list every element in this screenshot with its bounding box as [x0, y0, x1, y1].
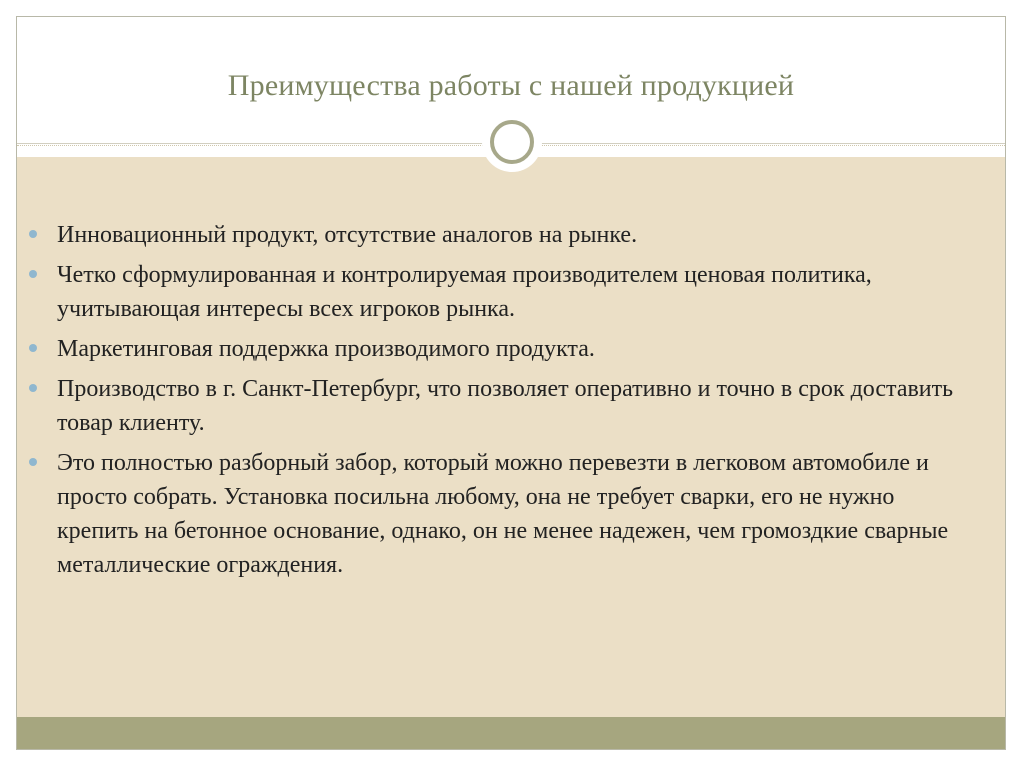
slide-title: Преимущества работы с нашей продукцией: [227, 69, 795, 102]
bullet-item: [25, 372, 955, 440]
circle-bullet-icon: [29, 344, 37, 352]
bullet-text: Производство в г. Санкт-Петербург, что позволяет оперативно и точно в срок доставить товар клиенту.: [57, 376, 954, 436]
bullet-item: [25, 218, 955, 252]
ring-ornament-icon: [482, 112, 542, 172]
circle-bullet-icon: [29, 270, 37, 278]
bullet-item: [25, 258, 955, 326]
bullet-item: [25, 332, 955, 366]
bullet-list: [25, 218, 955, 588]
ornament-ring: [490, 120, 534, 164]
bullet-text: Это полностью разборный забор, который можно перевезти в легковом автомобиле и просто собрать. Установка посильна любому, она не требует сварки, его не нужно крепить на бетонное основание, однако, он не менее надежен, чем громоздкие сварные металлические ограждения.: [57, 450, 949, 578]
circle-bullet-icon: [29, 230, 37, 238]
bullet-text: Инновационный продукт, отсутствие аналогов на рынке.: [57, 222, 638, 248]
circle-bullet-icon: [29, 384, 37, 392]
bullet-text: Четко сформулированная и контролируемая производителем ценовая политика, учитывающая интересы всех игроков рынка.: [57, 262, 872, 322]
circle-bullet-icon: [29, 458, 37, 466]
footer-bar: [17, 717, 1005, 750]
bullet-text: Маркетинговая поддержка производимого продукта.: [57, 336, 595, 362]
bullet-item: [25, 446, 955, 582]
